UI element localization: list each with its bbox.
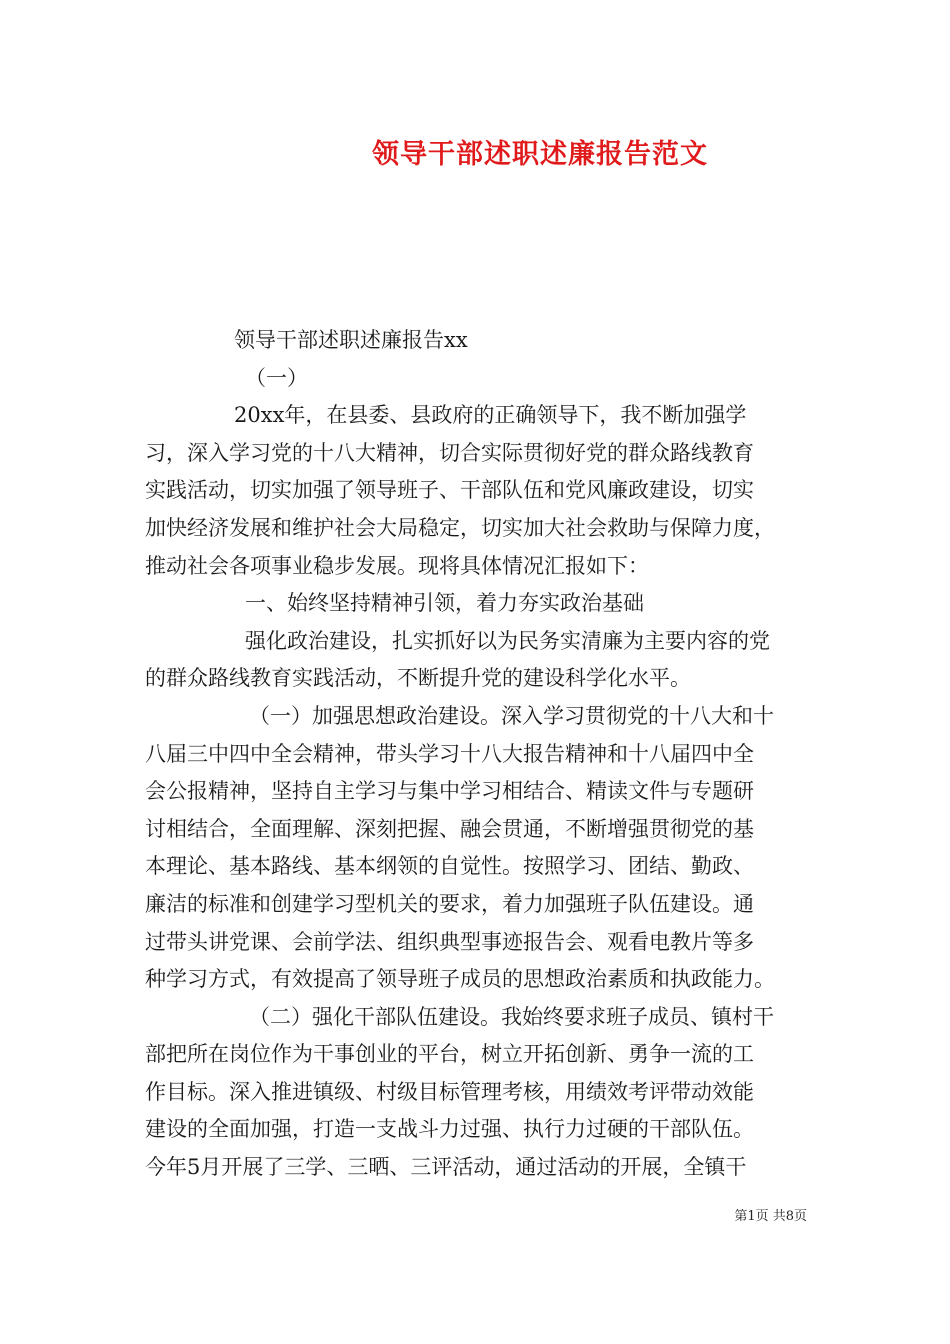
paragraph-line: 今年5月开展了三学、三晒、三评活动，通过活动的开展，全镇干 bbox=[145, 1155, 747, 1180]
paragraph-line: 作目标。深入推进镇级、村级目标管理考核，用绩效考评带动效能 bbox=[145, 1079, 754, 1104]
paragraph-line: 的群众路线教育实践活动，不断提升党的建设科学化水平。 bbox=[145, 666, 691, 691]
paragraph-ideology bbox=[145, 698, 810, 999]
report-heading-text: 领导干部述职述廉报告xx bbox=[234, 328, 468, 352]
paragraph-line: 八届三中四中全会精神，带头学习十八大报告精神和十八届四中全 bbox=[145, 741, 754, 766]
page-number: 第1页 共8页 bbox=[734, 1209, 807, 1224]
paragraph-intro bbox=[145, 397, 810, 585]
paragraph-line: （一）加强思想政治建设。深入学习贯彻党的十八大和十 bbox=[249, 703, 774, 728]
document-title: 领导干部述职述廉报告范文 bbox=[372, 139, 708, 170]
report-heading bbox=[145, 322, 810, 360]
report-subheading-text: （一） bbox=[245, 365, 308, 390]
section-heading bbox=[145, 585, 810, 623]
paragraph-line: 强化政治建设，扎实抓好以为民务实清廉为主要内容的党 bbox=[245, 628, 770, 653]
paragraph-line: 讨相结合，全面理解、深刻把握、融会贯通，不断增强贯彻党的基 bbox=[145, 816, 754, 841]
paragraph-line: 会公报精神，坚持自主学习与集中学习相结合、精读文件与专题研 bbox=[145, 779, 754, 804]
paragraph-line: （二）强化干部队伍建设。我始终要求班子成员、镇村干 bbox=[249, 1004, 774, 1029]
paragraph-line: 本理论、基本路线、基本纲领的自觉性。按照学习、团结、勤政、 bbox=[145, 854, 754, 879]
paragraph-line: 习，深入学习党的十八大精神，切合实际贯彻好党的群众路线教育 bbox=[145, 440, 754, 465]
paragraph-political bbox=[145, 623, 810, 698]
section-heading-text: 一、始终坚持精神引领，着力夯实政治基础 bbox=[245, 591, 644, 616]
paragraph-line: 廉洁的标准和创建学习型机关的要求，着力加强班子队伍建设。通 bbox=[145, 891, 754, 916]
paragraph-line: 推动社会各项事业稳步发展。现将具体情况汇报如下： bbox=[145, 553, 649, 578]
paragraph-line: 20xx年，在县委、县政府的正确领导下，我不断加强学 bbox=[234, 403, 747, 428]
paragraph-line: 过带头讲党课、会前学法、组织典型事迹报告会、观看电教片等多 bbox=[145, 929, 754, 954]
paragraph-cadre bbox=[145, 999, 810, 1187]
paragraph-line: 实践活动，切实加强了领导班子、干部队伍和党风廉政建设，切实 bbox=[145, 478, 754, 503]
paragraph-line: 加快经济发展和维护社会大局稳定，切实加大社会救助与保障力度， bbox=[145, 515, 775, 540]
paragraph-line: 种学习方式，有效提高了领导班子成员的思想政治素质和执政能力。 bbox=[145, 967, 775, 992]
paragraph-line: 部把所在岗位作为干事创业的平台，树立开拓创新、勇争一流的工 bbox=[145, 1042, 754, 1067]
report-subheading bbox=[145, 360, 810, 398]
document-body bbox=[145, 322, 810, 1187]
paragraph-line: 建设的全面加强，打造一支战斗力过强、执行力过硬的干部队伍。 bbox=[145, 1117, 754, 1142]
